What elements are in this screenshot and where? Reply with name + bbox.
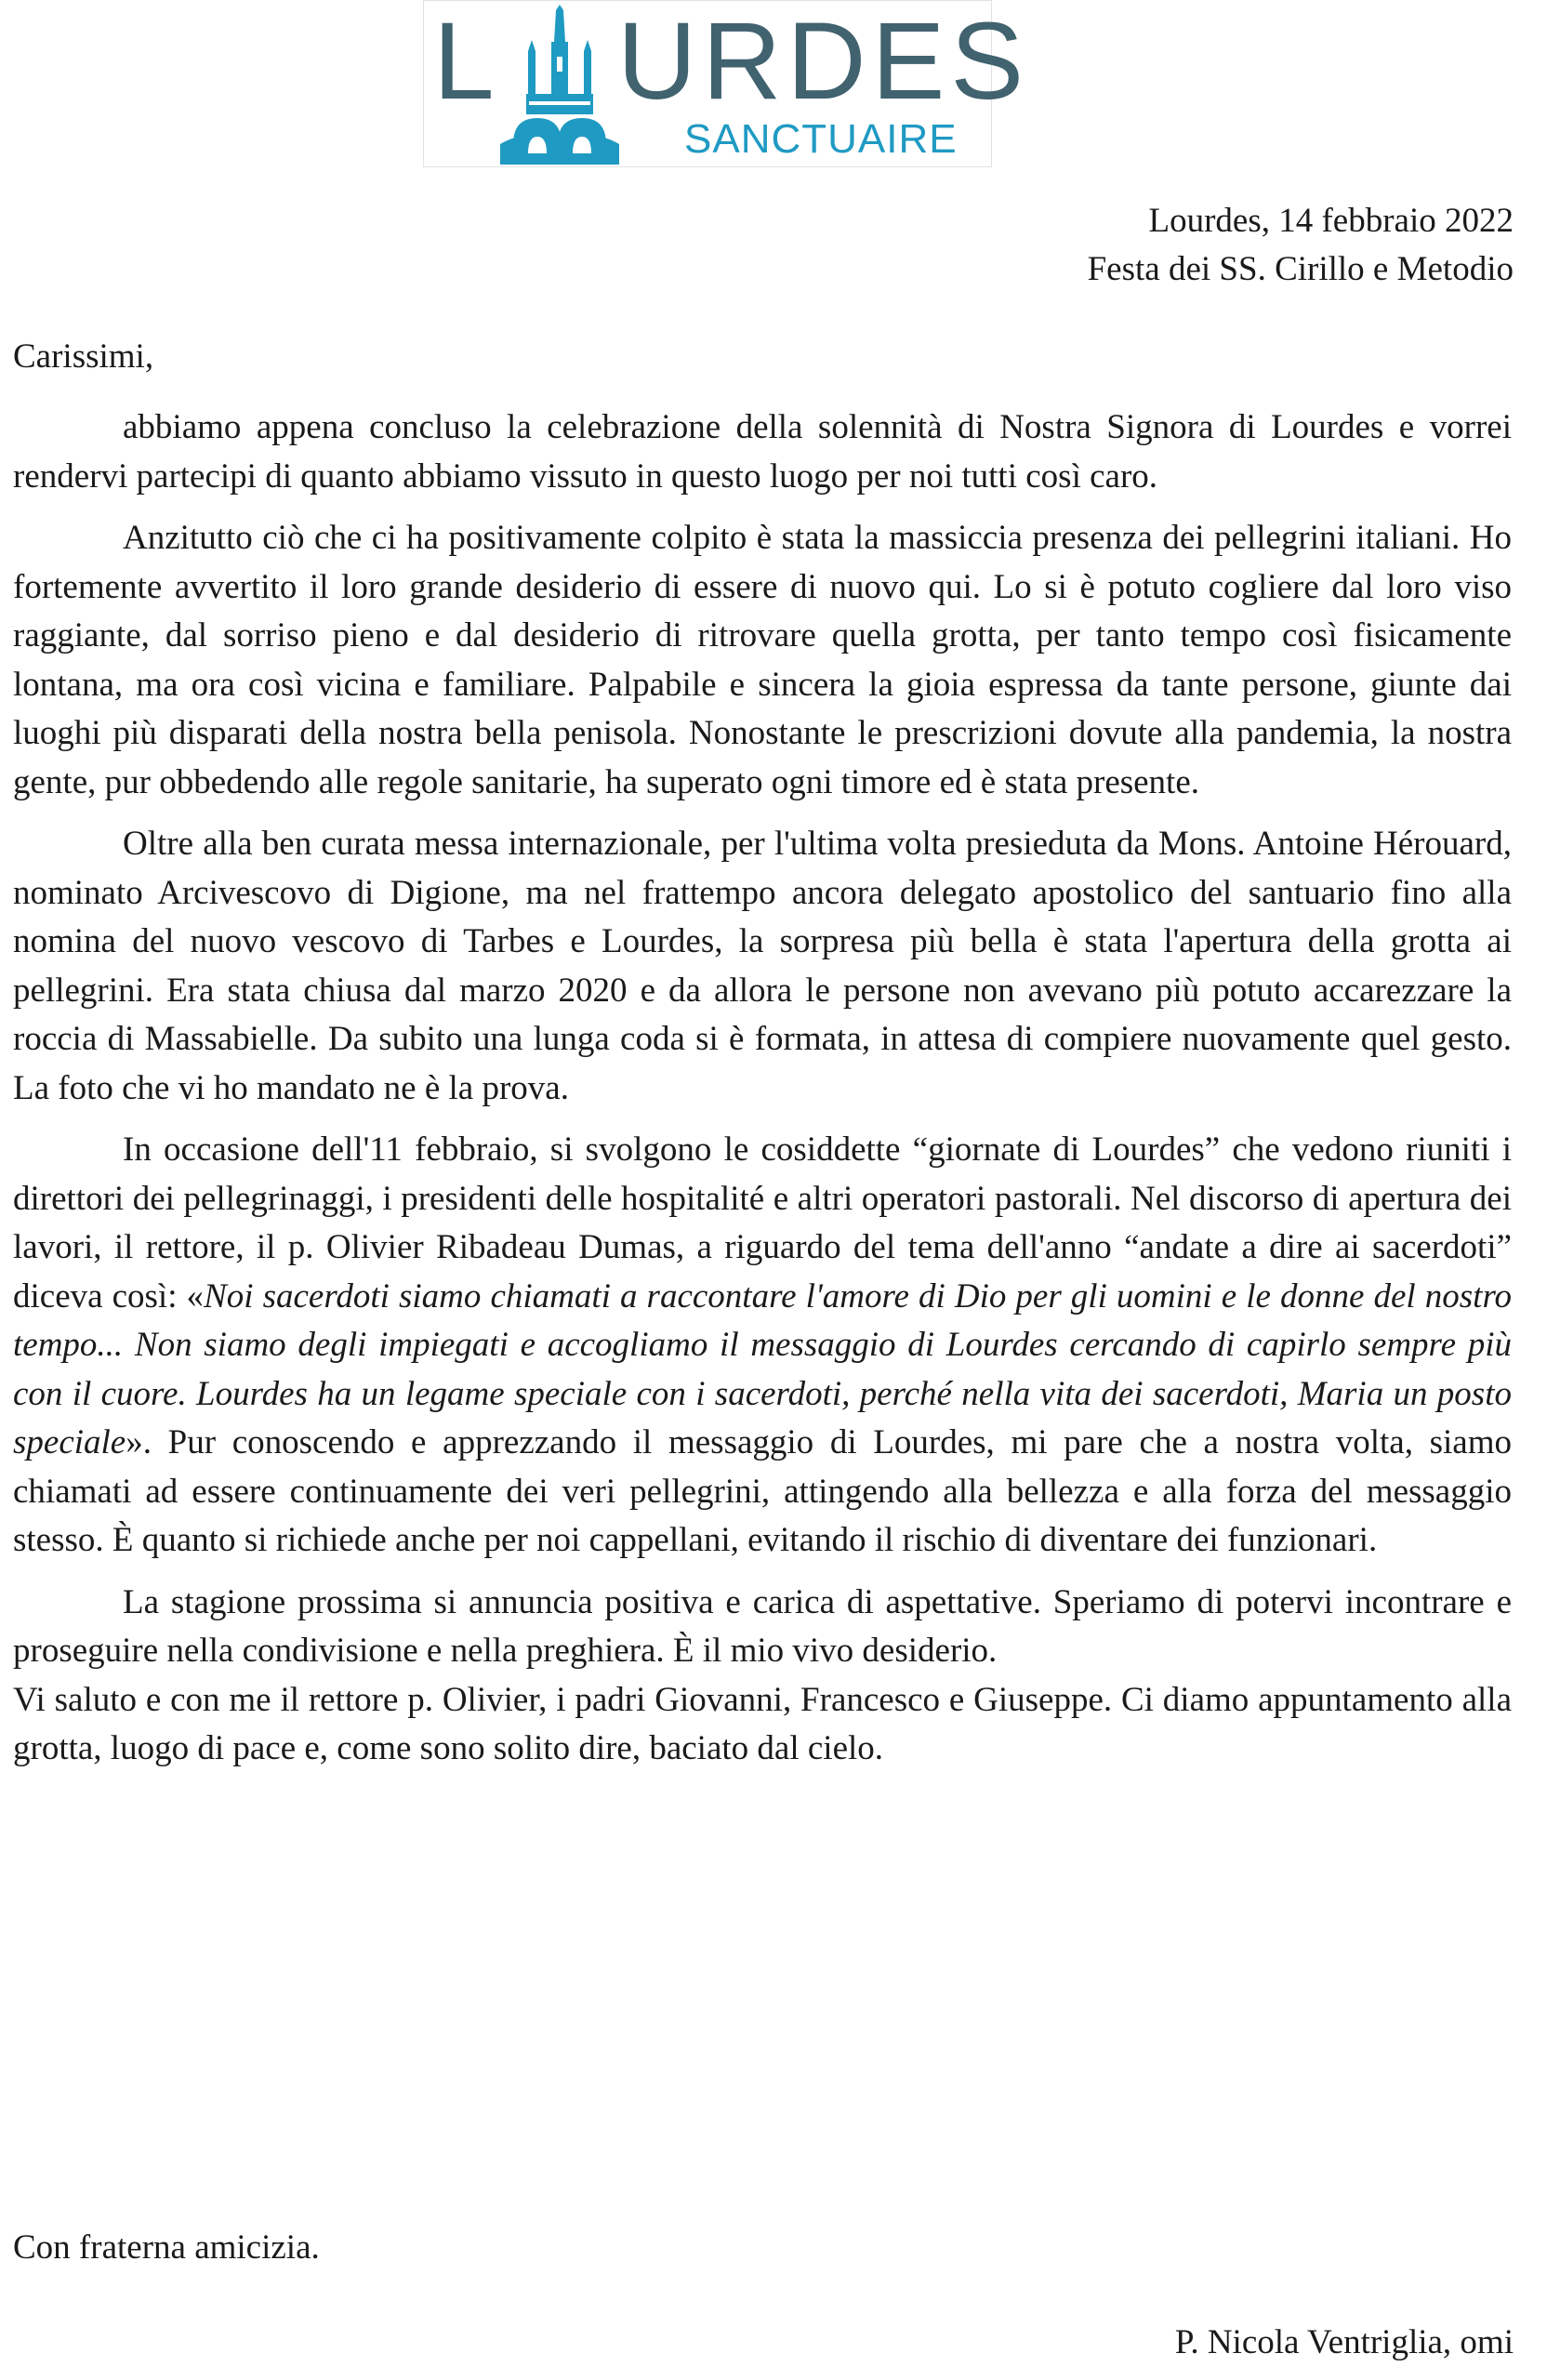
logo-subtitle: SANCTUAIRE bbox=[684, 116, 958, 162]
logo-letters-urdes: URDES bbox=[617, 0, 1030, 123]
rector-quote: Noi sacerdoti siamo chiamati a raccontare l'amore di Dio per gli uomini e le donne del nostro tempo... Non siamo degli impiegati e accogliamo il messaggio di Lourdes cercando di capirlo sempre più con il cuore. Lourdes ha un legame speciale con i sacerdoti, perché nella vita dei sacerdoti, Maria un posto speciale bbox=[13, 1276, 1512, 1461]
paragraph-1: abbiamo appena concluso la celebrazione della solennità di Nostra Signora di Lourdes e vorrei rendervi partecipi di quanto abbiamo vissuto in questo luogo per noi tutti così caro. bbox=[13, 408, 1512, 496]
greeting: Carissimi, bbox=[13, 337, 154, 376]
basilica-icon bbox=[500, 5, 619, 165]
logo-letter-l: L bbox=[433, 0, 500, 123]
signature: P. Nicola Ventriglia, omi bbox=[1174, 2323, 1514, 2361]
lourdes-sanctuaire-logo bbox=[423, 0, 1030, 167]
dateline bbox=[1088, 197, 1514, 294]
feast-day: Festa dei SS. Cirillo e Metodio bbox=[1087, 250, 1514, 288]
paragraph-3: Oltre alla ben curata messa internazionale, per l'ultima volta presieduta da Mons. Antoine Hérouard, nominato Arcivescovo di Digione, ma nel frattempo ancora delegato apostolico del santuario fino alla nomina del nuovo vescovo di Tarbes e Lourdes, la sorpresa più bella è stata l'apertura della grotta ai pellegrini. Era stata chiusa dal marzo 2020 e da allora le persone non avevano più potuto accarezzare la roccia di Massabielle. Da subito una lunga coda si è formata, in attesa di compiere nuovamente quel gesto. La foto che vi ho mandato ne è la prova. bbox=[13, 825, 1512, 1107]
paragraph-2: Anzitutto ciò che ci ha positivamente colpito è stata la massiccia presenza dei pellegrini italiani. Ho fortemente avvertito il loro grande desiderio di essere di nuovo qui. Lo si è potuto cogliere dal loro viso raggiante, dal sorriso pieno e dal desiderio di ritrovare quella grotta, per tanto tempo così fisicamente lontana, ma ora così vicina e familiare. Palpabile e sincera la gioia espressa da tante persone, giunte dai luoghi più disparati della nostra bella penisola. Nonostante le prescrizioni dovute alla pandemia, la nostra gente, pur obbedendo alle regole sanitarie, ha superato ogni timore ed è stata presente. bbox=[13, 519, 1512, 801]
closing: Con fraterna amicizia. bbox=[13, 2228, 320, 2267]
paragraph-5: La stagione prossima si annuncia positiva e carica di aspettative. Speriamo di potervi incontrare e proseguire nella condivisione e nella preghiera. È il mio vivo desiderio. bbox=[13, 1582, 1512, 1670]
letter-body bbox=[13, 403, 1512, 1774]
paragraph-4-intro: In occasione dell'11 febbraio, si svolgono le cosiddette “giornate di Lourdes” che vedono riuniti i direttori dei pellegrinaggi, i presidenti delle hospitalité e altri operatori pastorali. Nel discorso di apertura dei lavori, il rettore, il p. Olivier Ribadeau Dumas, a riguardo del tema dell'anno “andate a dire ai sacerdoti” diceva così: « bbox=[13, 1130, 1512, 1316]
paragraph-6: Vi saluto e con me il rettore p. Olivier, i padri Giovanni, Francesco e Giuseppe. Ci diamo appuntamento alla grotta, luogo di pace e, come sono solito dire, baciato dal cielo. bbox=[13, 1680, 1512, 1767]
place-date: Lourdes, 14 febbraio 2022 bbox=[1148, 202, 1514, 240]
paragraph-4 bbox=[13, 1126, 1512, 1566]
paragraph-4-outro: ». Pur conoscendo e apprezzando il messaggio di Lourdes, mi pare che a nostra volta, siamo chiamati ad essere continuamente dei veri pellegrini, attingendo alla bellezza e alla forza del messaggio stesso. È quanto si richiede anche per noi cappellani, evitando il rischio di diventare dei funzionari. bbox=[13, 1423, 1512, 1559]
